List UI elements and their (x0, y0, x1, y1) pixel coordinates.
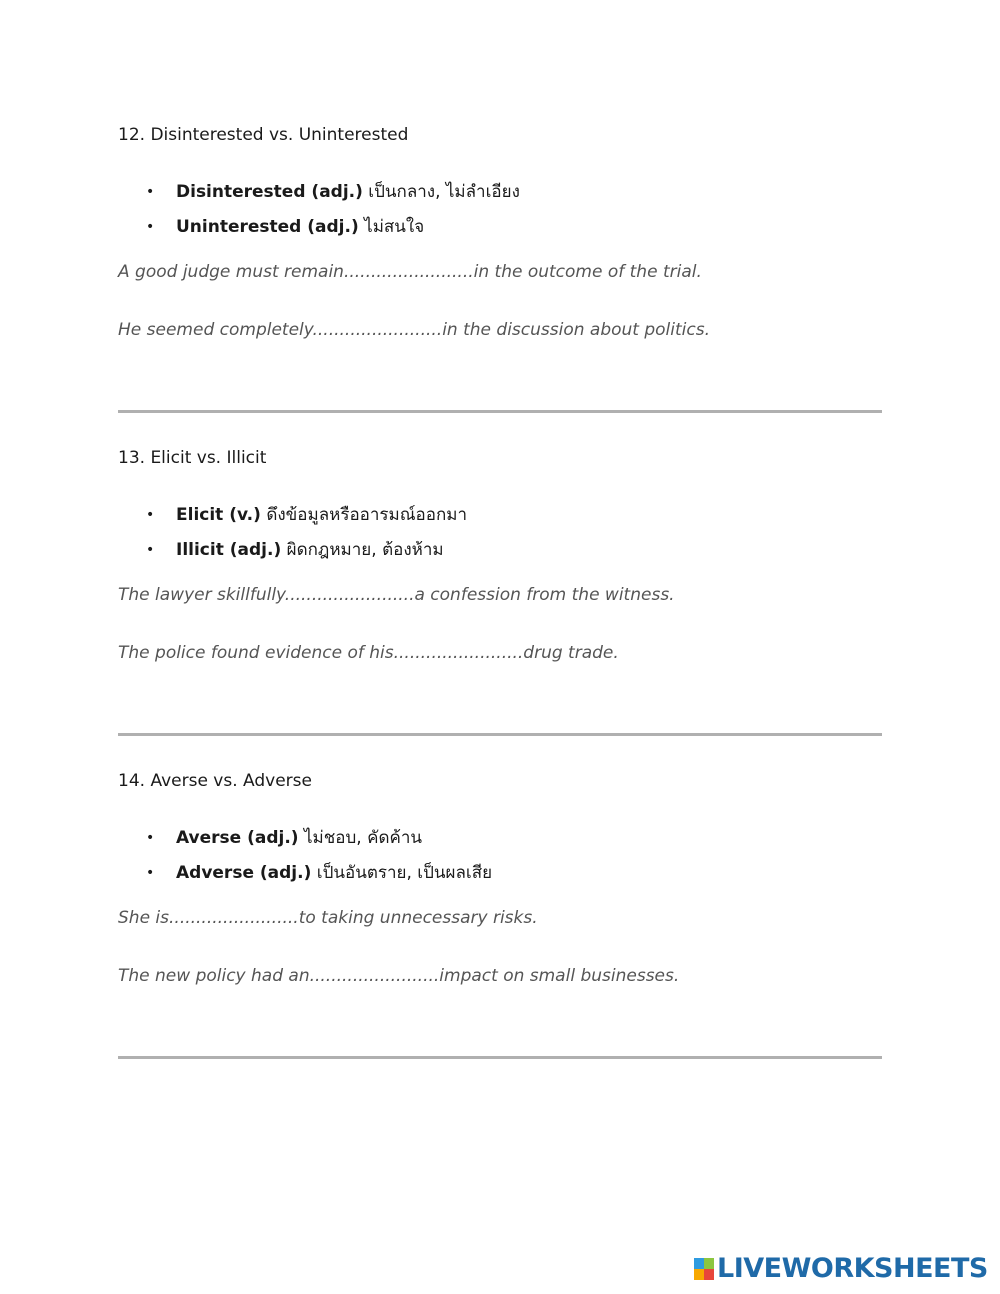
definition-term: Adverse (adj.) (176, 863, 312, 883)
definition-item (118, 539, 882, 561)
definition-term: Averse (adj.) (176, 828, 299, 848)
section-13 (118, 447, 882, 664)
definition-meaning: ดึงข้อมูลหรืออารมณ์ออกมา (266, 505, 467, 525)
definition-item (118, 827, 882, 849)
section-title: 13. Elicit vs. Illicit (118, 448, 267, 468)
bullet-icon: • (146, 219, 155, 235)
exercise-sentence: He seemed completely........................in the discussion about politics. (118, 320, 710, 340)
definition-meaning: ไม่ชอบ, คัดค้าน (303, 828, 423, 848)
liveworksheets-logo[interactable] (694, 1255, 988, 1283)
section-divider (118, 733, 882, 736)
logo-text: LIVEWORKSHEETS (717, 1253, 988, 1284)
definition-item (118, 181, 882, 203)
section-title: 12. Disinterested vs. Uninterested (118, 125, 409, 145)
exercise-sentence: A good judge must remain........................in the outcome of the trial. (118, 262, 702, 282)
definition-term: Illicit (adj.) (176, 540, 282, 560)
exercise-sentence: The new policy had an........................impact on small businesses. (118, 966, 680, 986)
exercise-sentence: The lawyer skillfully........................a confession from the witness. (118, 585, 675, 605)
section-14 (118, 770, 882, 987)
section-12 (118, 124, 882, 341)
bullet-icon: • (146, 542, 155, 558)
definition-list (118, 827, 882, 884)
bullet-icon: • (146, 507, 155, 523)
bullet-icon: • (146, 865, 155, 881)
bullet-icon: • (146, 830, 155, 846)
definition-meaning: ไม่สนใจ (364, 217, 425, 237)
logo-mark-icon (694, 1258, 714, 1280)
bullet-icon: • (146, 184, 155, 200)
section-title: 14. Averse vs. Adverse (118, 771, 312, 791)
section-divider (118, 410, 882, 413)
definition-list (118, 181, 882, 238)
definition-meaning: ผิดกฎหมาย, ต้องห้าม (286, 540, 444, 560)
exercise-sentence: She is........................to taking unnecessary risks. (118, 908, 538, 928)
definition-item (118, 504, 882, 526)
section-divider (118, 1056, 882, 1059)
definition-item (118, 862, 882, 884)
definition-meaning: เป็นอันตราย, เป็นผลเสีย (316, 863, 493, 883)
definition-meaning: เป็นกลาง, ไม่ลำเอียง (368, 182, 520, 202)
definition-term: Elicit (v.) (176, 505, 261, 525)
definition-item (118, 216, 882, 238)
definition-list (118, 504, 882, 561)
definition-term: Uninterested (adj.) (176, 217, 359, 237)
definition-term: Disinterested (adj.) (176, 182, 363, 202)
exercise-sentence: The police found evidence of his........................drug trade. (118, 643, 619, 663)
